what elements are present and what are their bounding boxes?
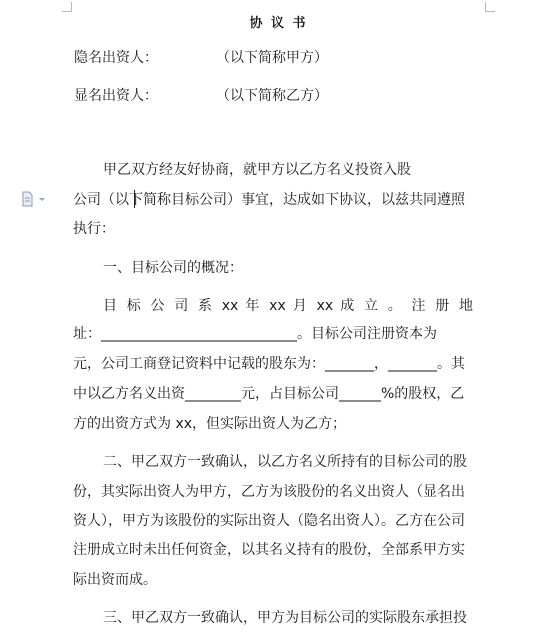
- body-line: 执行：: [73, 221, 115, 237]
- body-line: 公司（以下简称目标公司）事宜，达成如下协议，以兹共同遵照: [73, 192, 465, 208]
- party-line-hidden-investor: [74, 48, 328, 68]
- party-note: （以下简称甲方）: [216, 50, 328, 66]
- body-line: 三、甲乙双方一致确认，甲方为目标公司的实际股东承担投: [103, 610, 467, 626]
- body-line: 目 标 公 司 系 xx 年 xx 月 xx 成 立 。 注 册 地: [103, 298, 473, 314]
- party-label: 隐名出资人：: [74, 50, 158, 66]
- page-corner-mark-right: [485, 2, 495, 12]
- party-label: 显名出资人：: [74, 88, 158, 104]
- body-line: 资人），甲方为该股份的实际出资人（隐名出资人）。乙方在公司: [73, 513, 465, 529]
- party-line-nominal-investor: [74, 86, 328, 106]
- body-line: 际出资而成。: [73, 572, 157, 588]
- body-line: 方的出资方式为 xx，但实际出资人为乙方；: [73, 416, 347, 432]
- party-note: （以下简称乙方）: [216, 88, 328, 104]
- body-line: 址：____________________________。目标公司注册资本为: [73, 326, 437, 342]
- body-line: 份，其实际出资人为甲方，乙方为该股份的名义出资人（显名出: [73, 484, 465, 500]
- body-line: 元，公司工商登记资料中记载的股东为：_______，_______。其: [73, 356, 465, 372]
- body-line: 注册成立时未出任何资金，以其名义持有的股份，全部系甲方实: [73, 542, 465, 558]
- body-line: 二、甲乙双方一致确认，以乙方名义所持有的目标公司的股: [103, 454, 467, 470]
- section-heading: 一、目标公司的概况：: [103, 260, 243, 276]
- paragraph-document-icon[interactable]: [21, 191, 47, 207]
- document-title: 协 议 书: [249, 16, 308, 31]
- page-corner-mark-left: [62, 2, 72, 12]
- body-line: 甲乙双方经友好协商，就甲方以乙方名义投资入股: [103, 162, 411, 178]
- body-line: 中以乙方名义出资________元，占目标公司______%的股权，乙: [73, 386, 465, 402]
